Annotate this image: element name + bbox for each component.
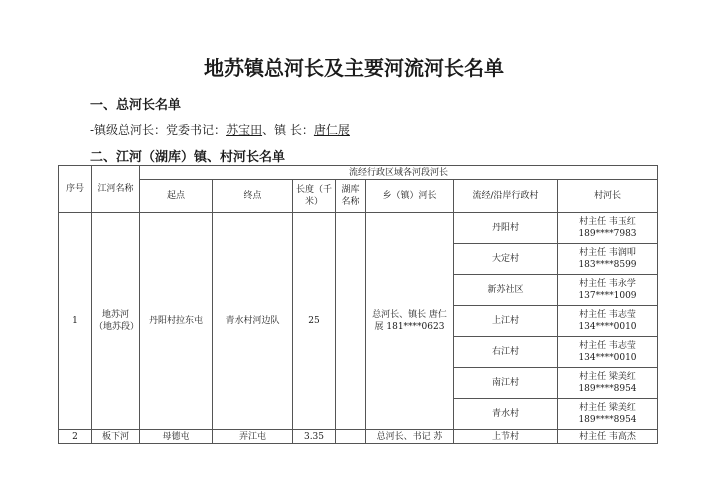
village-chief: [558, 337, 658, 368]
village-chief-phone: 137****1009: [578, 291, 637, 301]
village-chief-phone: 189****7983: [578, 229, 637, 239]
row2-town-head: 总河长、书记 苏: [366, 430, 454, 444]
section-heading-general-chief: 一、总河长名单: [90, 98, 182, 113]
row1-start: 丹阳村拉东屯: [140, 213, 213, 430]
village-name: 青水村: [454, 399, 558, 430]
village-chief-phone: 189****8954: [578, 384, 637, 394]
row1-length: 25: [293, 213, 336, 430]
river-chief-table: [58, 165, 658, 444]
village-chief-title: 村主任 韦玉红: [579, 217, 636, 227]
village-name: 上江村: [454, 306, 558, 337]
row1-river: 地苏河（地苏段）: [92, 213, 140, 430]
village-chief-title: 村主任 韦志莹: [579, 310, 636, 320]
village-chief-title: 村主任 韦永学: [579, 279, 636, 289]
village-chief-title: 村主任 韦润叩: [579, 248, 636, 258]
header-village: 流经/沿岸行政村: [454, 180, 558, 213]
header-river-name: 江河名称: [92, 166, 140, 213]
village-name: 新苏社区: [454, 275, 558, 306]
row2-start: 母德屯: [140, 430, 213, 444]
header-lake: 湖库名称: [336, 180, 366, 213]
row2-village-head: 村主任 韦高杰: [558, 430, 658, 444]
village-chief-title: 村主任 梁美红: [579, 372, 636, 382]
header-village-head: 村河长: [558, 180, 658, 213]
village-name: 大定村: [454, 244, 558, 275]
township-chief-line: [90, 121, 350, 138]
village-chief-title: 村主任 韦志莹: [579, 341, 636, 351]
village-name: 南江村: [454, 368, 558, 399]
township-line-prefix: -镇级总河长：党委书记：: [90, 123, 227, 137]
village-chief: [558, 275, 658, 306]
header-start: 起点: [140, 180, 213, 213]
document-title: 地苏镇总河长及主要河流河长名单: [204, 56, 504, 80]
village-name: 丹阳村: [454, 213, 558, 244]
village-chief: [558, 213, 658, 244]
row1-town-head: 总河长、镇长 唐仁展 181****0623: [366, 213, 454, 430]
row2-seq: 2: [59, 430, 92, 444]
header-end: 终点: [213, 180, 293, 213]
header-span: 流经行政区域各河段河长: [140, 166, 658, 180]
village-chief: [558, 244, 658, 275]
row1-seq: 1: [59, 213, 92, 430]
village-chief-phone: 134****0010: [578, 353, 637, 363]
mayor-name: 唐仁展: [313, 123, 350, 137]
header-length: 长度（千米）: [293, 180, 336, 213]
village-name: 右江村: [454, 337, 558, 368]
row2-lake: [336, 430, 366, 444]
village-chief: [558, 368, 658, 399]
village-chief: [558, 399, 658, 430]
row1-end: 青水村河边队: [213, 213, 293, 430]
row2-end: 弄江屯: [213, 430, 293, 444]
row1-lake: [336, 213, 366, 430]
row2-river: 板下河: [92, 430, 140, 444]
row2-length: 3.35: [293, 430, 336, 444]
row2-village: 上节村: [454, 430, 558, 444]
township-line-mid: 、镇 长：: [262, 123, 314, 137]
village-chief-phone: 183****8599: [578, 260, 637, 270]
village-chief-phone: 134****0010: [578, 322, 637, 332]
secretary-name: 苏宝田: [226, 123, 263, 137]
header-town-head: 乡（镇）河长: [366, 180, 454, 213]
village-chief-phone: 189****8954: [578, 415, 637, 425]
section-heading-river-chiefs: 二、江河（湖库）镇、村河长名单: [90, 150, 286, 165]
header-seq: 序号: [59, 166, 92, 213]
village-chief: [558, 306, 658, 337]
village-chief-title: 村主任 梁美红: [579, 403, 636, 413]
